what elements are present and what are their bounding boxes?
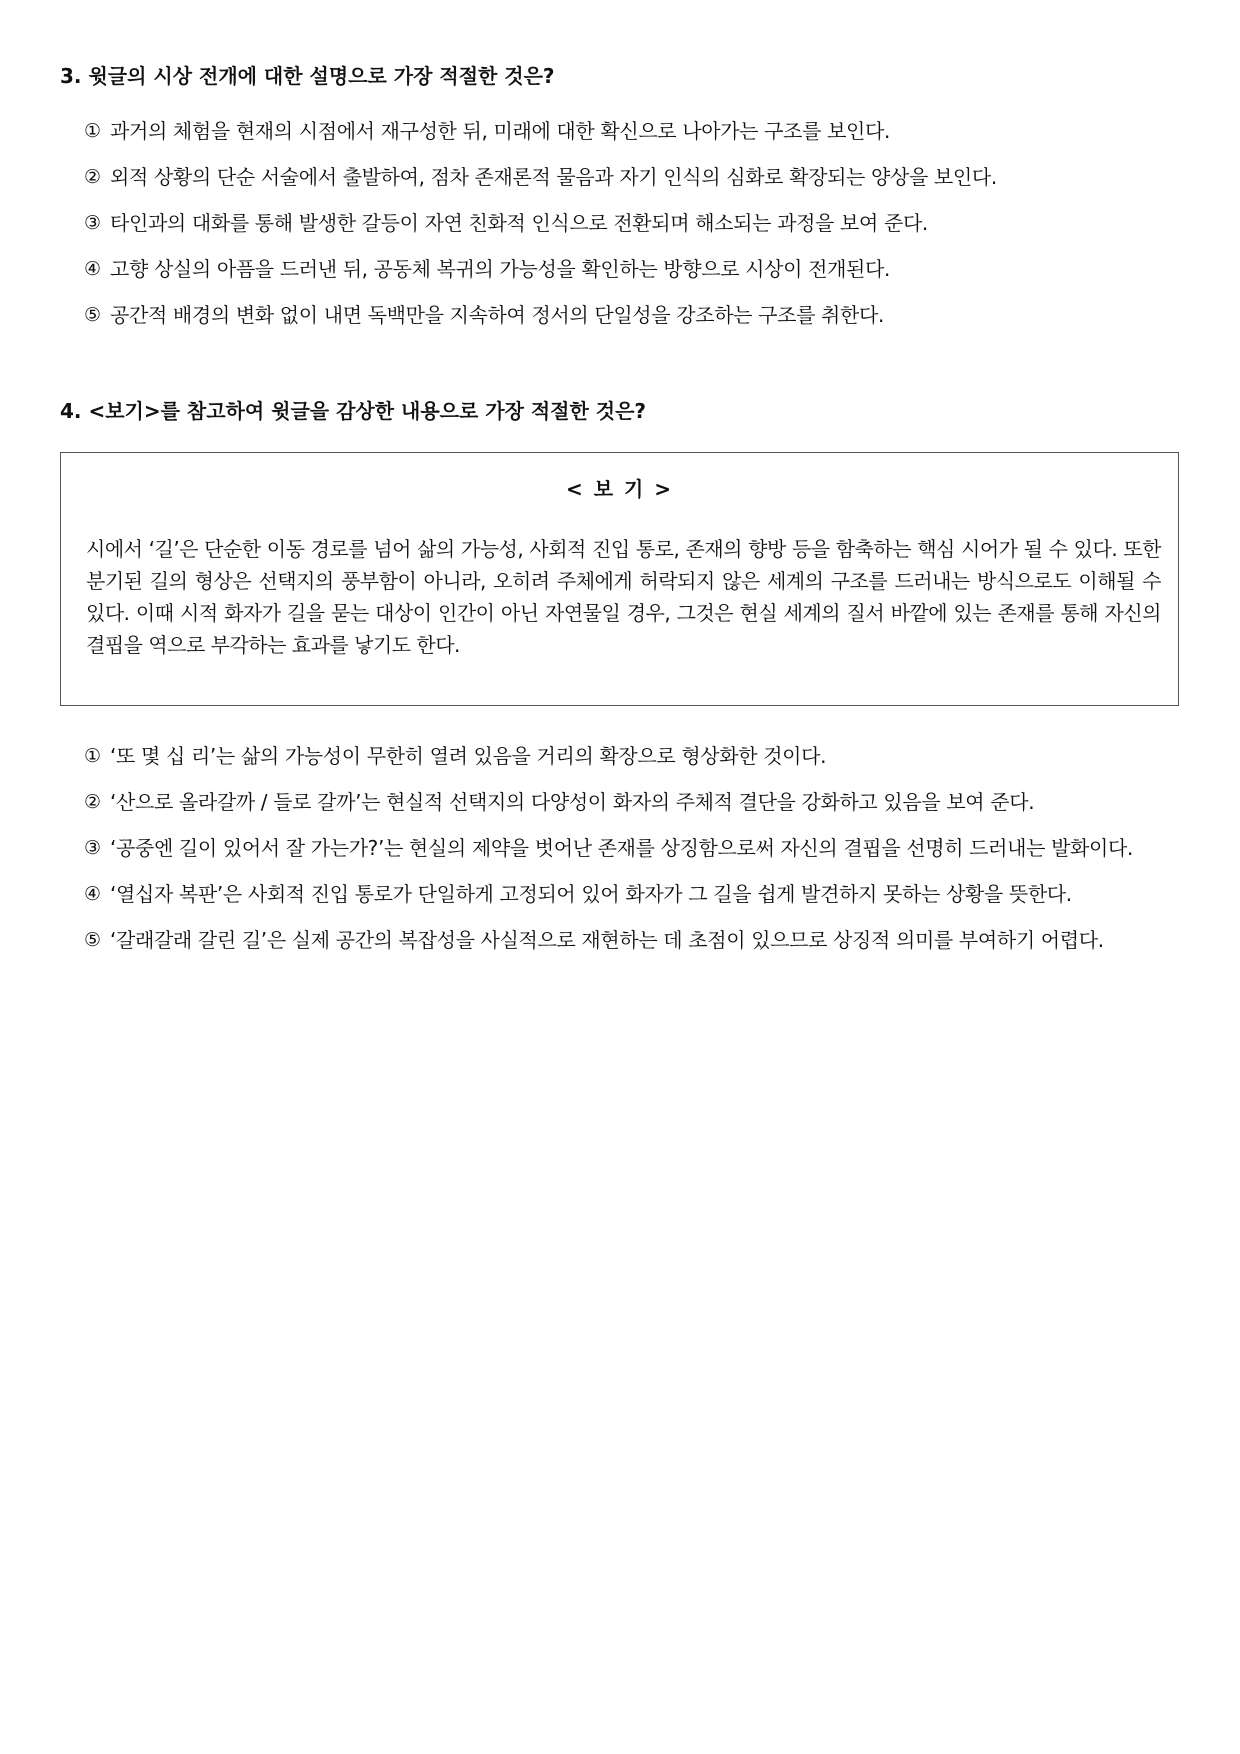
question-3-option-4[interactable] bbox=[84, 253, 1194, 286]
option-marker: ① bbox=[84, 745, 102, 767]
question-4-title: 4. <보기>를 참고하여 윗글을 감상한 내용으로 가장 적절한 것은? bbox=[60, 399, 647, 423]
option-text: 고향 상실의 아픔을 드러낸 뒤, 공동체 복귀의 가능성을 확인하는 방향으로 시상이 전개된다. bbox=[110, 257, 890, 281]
option-marker: ④ bbox=[84, 883, 102, 905]
question-4-options bbox=[84, 740, 1194, 970]
option-text: ‘열십자 복판’은 사회적 진입 통로가 단일하게 고정되어 있어 화자가 그 길을 쉽게 발견하지 못하는 상황을 뜻한다. bbox=[110, 882, 1072, 906]
bogi-title: < 보 기 > bbox=[565, 477, 674, 501]
option-marker: ② bbox=[84, 791, 102, 813]
option-marker: ① bbox=[84, 120, 102, 142]
option-marker: ③ bbox=[84, 212, 102, 234]
option-marker: ⑤ bbox=[84, 304, 102, 326]
bogi-body-text: 시에서 ‘길’은 단순한 이동 경로를 넘어 삶의 가능성, 사회적 진입 통로, 존재의 향방 등을 함축하는 핵심 시어가 될 수 있다. 또한 분기된 길의 형상은 선택지의 풍부함이 아니라, 오히려 주체에게 허락되지 않은 세계의 구조를 드러내는 방식으로도 이해될 수 있다. 이때 시적 화자가 길을 묻는 대상이 인간이 아닌 자연물일 경우, 그것은 현실 세계의 질서 바깥에 있는 존재를 통해 자신의 결핍을 역으로 부각하는 효과를 낳기도 한다. bbox=[86, 537, 1161, 657]
option-text: ‘또 몇 십 리’는 삶의 가능성이 무한히 열려 있음을 거리의 확장으로 형상화한 것이다. bbox=[110, 744, 827, 768]
option-marker: ④ bbox=[84, 258, 102, 280]
question-4-option-4[interactable] bbox=[84, 878, 1194, 911]
option-marker: ③ bbox=[84, 837, 102, 859]
option-text: ‘산으로 올라갈까 / 들로 갈까’는 현실적 선택지의 다양성이 화자의 주체적 결단을 강화하고 있음을 보여 준다. bbox=[110, 790, 1035, 814]
question-3-option-5[interactable] bbox=[84, 299, 1194, 332]
question-4-option-1[interactable] bbox=[84, 740, 1194, 773]
question-3-option-2[interactable] bbox=[84, 161, 1194, 194]
option-text: ‘공중엔 길이 있어서 잘 가는가?’는 현실의 제약을 벗어난 존재를 상징함으로써 자신의 결핍을 선명히 드러내는 발화이다. bbox=[110, 836, 1133, 860]
question-4-option-2[interactable] bbox=[84, 786, 1194, 819]
question-4-option-5[interactable] bbox=[84, 924, 1194, 957]
option-text: 과거의 체험을 현재의 시점에서 재구성한 뒤, 미래에 대한 확신으로 나아가는 구조를 보인다. bbox=[110, 119, 890, 143]
question-3-options bbox=[84, 115, 1194, 345]
question-3-option-1[interactable] bbox=[84, 115, 1194, 148]
option-text: ‘갈래갈래 갈린 길’은 실제 공간의 복잡성을 사실적으로 재현하는 데 초점이 있으므로 상징적 의미를 부여하기 어렵다. bbox=[110, 928, 1104, 952]
bogi-box bbox=[60, 452, 1179, 706]
option-text: 공간적 배경의 변화 없이 내면 독백만을 지속하여 정서의 단일성을 강조하는 구조를 취한다. bbox=[110, 303, 884, 327]
option-marker: ② bbox=[84, 166, 102, 188]
option-text: 타인과의 대화를 통해 발생한 갈등이 자연 친화적 인식으로 전환되며 해소되는 과정을 보여 준다. bbox=[110, 211, 928, 235]
question-3-title: 3. 윗글의 시상 전개에 대한 설명으로 가장 적절한 것은? bbox=[60, 64, 555, 88]
option-text: 외적 상황의 단순 서술에서 출발하여, 점차 존재론적 물음과 자기 인식의 심화로 확장되는 양상을 보인다. bbox=[110, 165, 997, 189]
question-4-option-3[interactable] bbox=[84, 832, 1194, 865]
option-marker: ⑤ bbox=[84, 929, 102, 951]
question-3-option-3[interactable] bbox=[84, 207, 1194, 240]
